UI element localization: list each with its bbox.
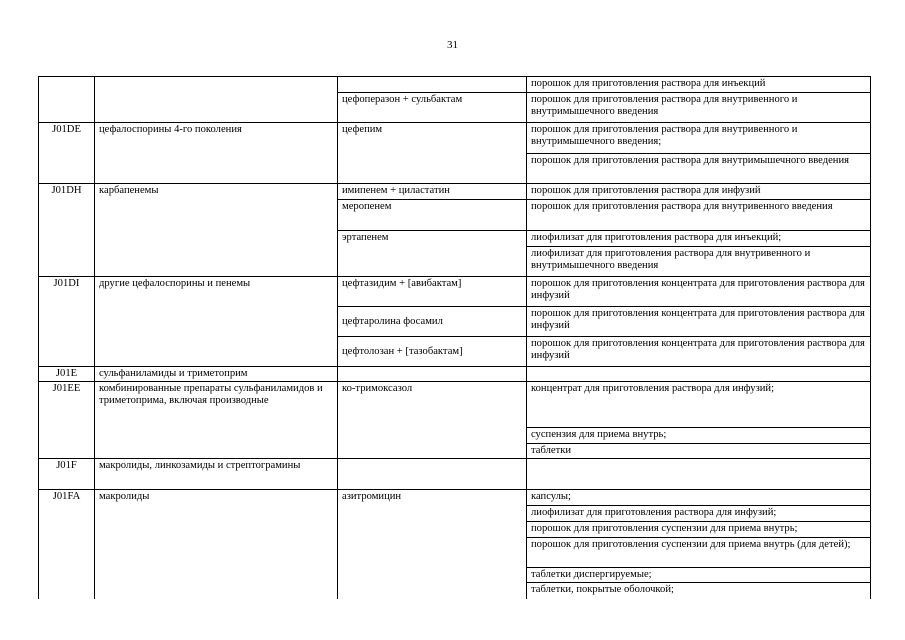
drug-name-cell [338,154,527,184]
dosage-form-cell: лиофилизат для приготовления раствора для инфузий; [527,506,871,522]
drug-name-cell [338,538,527,568]
group-name-cell [95,247,338,277]
atc-code-cell [39,337,95,367]
table-row [39,568,871,583]
group-name-cell [95,568,338,583]
drug-name-cell [338,428,527,444]
dosage-form-cell: порошок для приготовления концентрата для приготовления раствора для инфузий [527,307,871,337]
drug-name-cell: азитромицин [338,490,527,506]
table-row [39,93,871,123]
dosage-form-cell: лиофилизат для приготовления раствора для внутривенного и внутримышечного введения [527,247,871,277]
dosage-form-cell: порошок для приготовления раствора для внутримышечного введения [527,154,871,184]
table-row [39,490,871,506]
dosage-form-cell: порошок для приготовления суспензии для приема внутрь (для детей); [527,538,871,568]
table-row [39,277,871,307]
drug-name-cell: имипенем + циластатин [338,184,527,200]
group-name-cell: цефалоспорины 4-го поколения [95,123,338,154]
atc-code-cell [39,428,95,444]
table-row [39,459,871,490]
drug-name-cell: ко-тримоксазол [338,382,527,428]
table-row [39,337,871,367]
drug-name-cell [338,522,527,538]
table-row [39,367,871,382]
atc-code-cell [39,538,95,568]
group-name-cell [95,522,338,538]
drug-name-cell: цефепим [338,123,527,154]
table-row [39,583,871,599]
atc-code-cell [39,231,95,247]
table-row [39,247,871,277]
dosage-form-cell: порошок для приготовления раствора для инъекций [527,77,871,93]
dosage-form-cell: порошок для приготовления раствора для внутривенного введения [527,200,871,231]
table-row [39,444,871,459]
group-name-cell [95,154,338,184]
dosage-form-cell: лиофилизат для приготовления раствора для инъекций; [527,231,871,247]
table-row [39,154,871,184]
dosage-form-cell: таблетки [527,444,871,459]
atc-code-cell: J01EE [39,382,95,428]
drug-name-cell [338,444,527,459]
table-row [39,382,871,428]
atc-code-cell [39,154,95,184]
group-name-cell: макролиды [95,490,338,506]
group-name-cell [95,231,338,247]
table-row [39,506,871,522]
atc-code-cell [39,583,95,599]
drug-table-container [38,76,870,599]
table-row [39,307,871,337]
dosage-form-cell: капсулы; [527,490,871,506]
atc-code-cell [39,307,95,337]
drug-name-cell [338,583,527,599]
drug-name-cell [338,568,527,583]
atc-code-cell: J01E [39,367,95,382]
drug-name-cell [338,506,527,522]
atc-code-cell: J01DE [39,123,95,154]
drug-name-cell [338,247,527,277]
dosage-form-cell: порошок для приготовления раствора для внутривенного и внутримышечного введения [527,93,871,123]
atc-code-cell: J01DH [39,184,95,200]
dosage-form-cell: концентрат для приготовления раствора для инфузий; [527,382,871,428]
drug-name-cell: меропенем [338,200,527,231]
atc-code-cell [39,506,95,522]
group-name-cell: другие цефалоспорины и пенемы [95,277,338,307]
dosage-form-cell: таблетки диспергируемые; [527,568,871,583]
atc-code-cell: J01F [39,459,95,490]
drug-name-cell: цефоперазон + сульбактам [338,93,527,123]
dosage-form-cell: суспензия для приема внутрь; [527,428,871,444]
table-row [39,184,871,200]
group-name-cell [95,307,338,337]
group-name-cell: комбинированные препараты сульфаниламидов и триметоприма, включая производные [95,382,338,428]
group-name-cell: макролиды, линкозамиды и стрептограмины [95,459,338,490]
atc-code-cell [39,568,95,583]
dosage-form-cell: таблетки, покрытые оболочкой; [527,583,871,599]
group-name-cell [95,538,338,568]
table-row [39,538,871,568]
dosage-form-cell: порошок для приготовления суспензии для приема внутрь; [527,522,871,538]
dosage-form-cell: порошок для приготовления концентрата для приготовления раствора для инфузий [527,337,871,367]
atc-code-cell [39,444,95,459]
group-name-cell: карбапенемы [95,184,338,200]
dosage-form-cell: порошок для приготовления концентрата для приготовления раствора для инфузий [527,277,871,307]
group-name-cell [95,444,338,459]
drug-name-cell [338,367,527,382]
group-name-cell [95,93,338,123]
dosage-form-cell [527,459,871,490]
drug-name-cell: цефтолозан + [тазобактам] [338,337,527,367]
drug-name-cell: цефтаролина фосамил [338,307,527,337]
table-row [39,231,871,247]
dosage-form-cell [527,367,871,382]
group-name-cell: сульфаниламиды и триметоприм [95,367,338,382]
drug-name-cell [338,459,527,490]
drug-name-cell: эртапенем [338,231,527,247]
atc-code-cell [39,522,95,538]
table-row [39,77,871,93]
table-row [39,123,871,154]
drug-table [38,76,871,599]
table-row [39,428,871,444]
table-row [39,200,871,231]
atc-code-cell [39,77,95,93]
atc-code-cell [39,93,95,123]
atc-code-cell [39,200,95,231]
group-name-cell [95,77,338,93]
table-row [39,522,871,538]
dosage-form-cell: порошок для приготовления раствора для внутривенного и внутримышечного введения; [527,123,871,154]
group-name-cell [95,506,338,522]
group-name-cell [95,583,338,599]
group-name-cell [95,337,338,367]
drug-name-cell [338,77,527,93]
atc-code-cell: J01DI [39,277,95,307]
group-name-cell [95,428,338,444]
atc-code-cell: J01FA [39,490,95,506]
dosage-form-cell: порошок для приготовления раствора для инфузий [527,184,871,200]
atc-code-cell [39,247,95,277]
drug-name-cell: цефтазидим + [авибактам] [338,277,527,307]
page-number: 31 [447,39,458,51]
group-name-cell [95,200,338,231]
